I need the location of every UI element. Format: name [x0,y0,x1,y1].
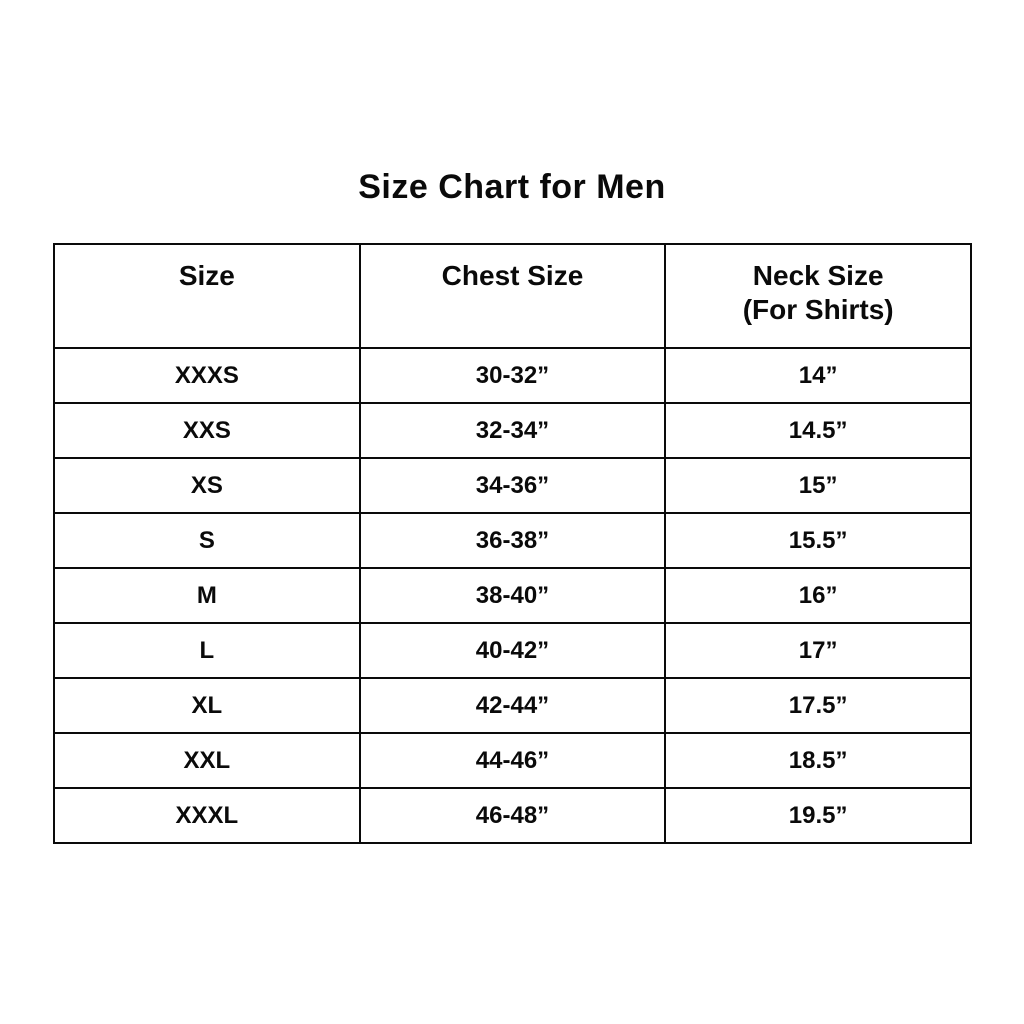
chest-size-cell: 34-36” [360,458,666,513]
neck-size-cell: 19.5” [665,788,971,843]
size-cell: S [54,513,360,568]
table-row [54,348,971,403]
neck-size-cell: 15” [665,458,971,513]
size-cell: M [54,568,360,623]
table-row [54,623,971,678]
chest-size-cell: 40-42” [360,623,666,678]
chest-size-cell: 30-32” [360,348,666,403]
chest-size-cell: 38-40” [360,568,666,623]
page-title: Size Chart for Men [358,168,666,206]
table-row [54,403,971,458]
size-table-header [54,244,971,348]
neck-size-cell: 17” [665,623,971,678]
neck-size-cell: 14” [665,348,971,403]
column-header-neck-size-sublabel: (For Shirts) [742,294,894,325]
header-row [54,244,971,348]
column-header-neck-size-label: Neck Size [752,260,884,291]
table-row [54,458,971,513]
size-cell: L [54,623,360,678]
column-header-chest-size [360,244,666,348]
neck-size-cell: 17.5” [665,678,971,733]
table-row [54,678,971,733]
neck-size-cell: 15.5” [665,513,971,568]
neck-size-cell: 14.5” [665,403,971,458]
size-cell: XL [54,678,360,733]
column-header-size-label: Size [178,260,235,291]
neck-size-cell: 18.5” [665,733,971,788]
table-row [54,733,971,788]
chest-size-cell: 46-48” [360,788,666,843]
chest-size-cell: 36-38” [360,513,666,568]
size-chart-table [53,243,972,844]
column-header-size [54,244,360,348]
size-cell: XXL [54,733,360,788]
table-row [54,568,971,623]
size-cell: XS [54,458,360,513]
size-table-body [54,348,971,843]
chest-size-cell: 32-34” [360,403,666,458]
column-header-chest-size-label: Chest Size [441,260,584,291]
neck-size-cell: 16” [665,568,971,623]
column-header-neck-size [665,244,971,348]
chest-size-cell: 42-44” [360,678,666,733]
table-row [54,513,971,568]
size-cell: XXXS [54,348,360,403]
size-cell: XXXL [54,788,360,843]
size-cell: XXS [54,403,360,458]
chest-size-cell: 44-46” [360,733,666,788]
table-row [54,788,971,843]
